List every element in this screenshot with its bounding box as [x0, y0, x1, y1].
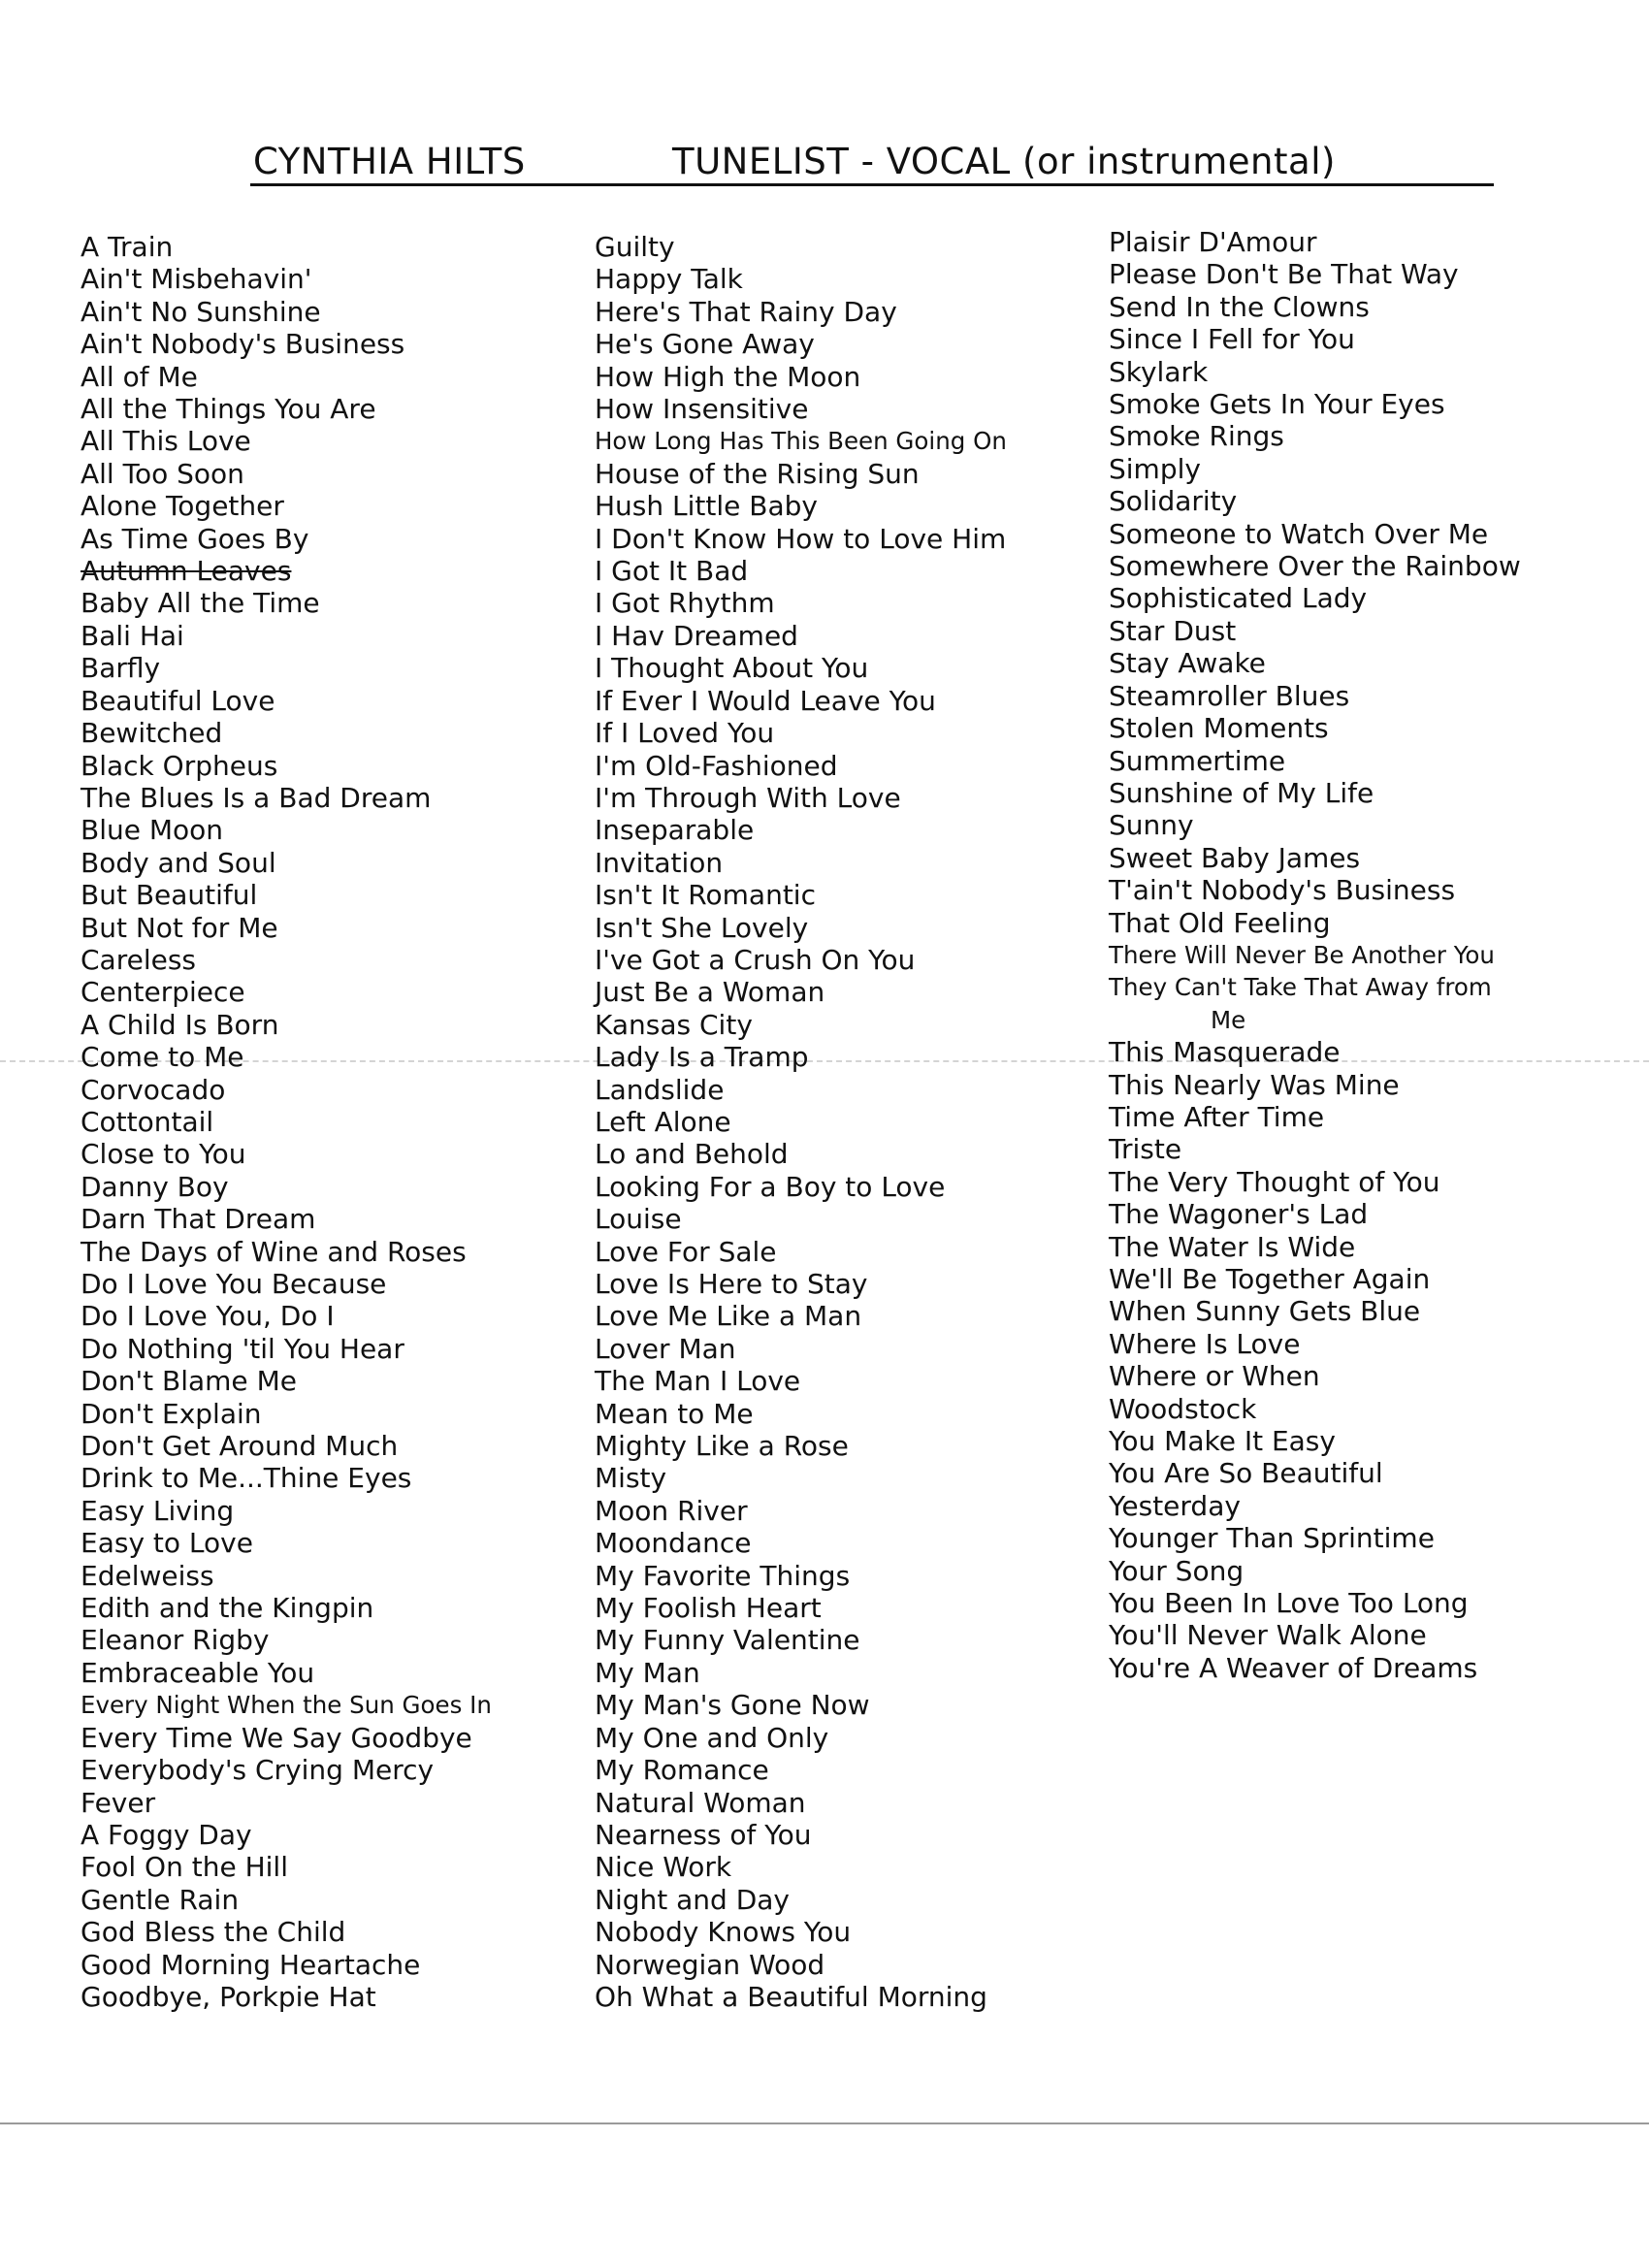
tune-title: Alone Together: [81, 490, 284, 523]
tune-title: Nobody Knows You: [595, 1916, 852, 1949]
tune-title: Blue Moon: [81, 814, 224, 847]
tune-title: Baby All the Time: [81, 587, 320, 620]
tune-title: Natural Woman: [595, 1786, 806, 1819]
tune-title: I Don't Know How to Love Him: [595, 522, 1007, 555]
tune-title: Louise: [595, 1203, 682, 1236]
tune-title: Skylark: [1109, 355, 1209, 388]
tune-title: If I Loved You: [595, 717, 775, 750]
tune-title: Hush Little Baby: [595, 490, 818, 523]
performer-name: CYNTHIA HILTS: [253, 141, 526, 182]
tune-title: Guilty: [595, 231, 675, 263]
tune-title: The Water Is Wide: [1109, 1230, 1356, 1263]
tune-title: My Funny Valentine: [595, 1624, 860, 1657]
tune-title: House of the Rising Sun: [595, 457, 920, 490]
tune-title: You'll Never Walk Alone: [1109, 1619, 1427, 1652]
tune-title: God Bless the Child: [81, 1916, 346, 1949]
tune-title: Where or When: [1109, 1360, 1320, 1393]
tune-title: I've Got a Crush On You: [595, 943, 916, 976]
tune-title: Embraceable You: [81, 1656, 315, 1689]
tune-title: Ain't Nobody's Business: [81, 328, 405, 361]
tune-title: Lady Is a Tramp: [595, 1041, 809, 1074]
tune-title: Inseparable: [595, 814, 755, 847]
tune-title: Nearness of You: [595, 1818, 812, 1851]
tune-title: Easy Living: [81, 1494, 235, 1527]
tune-title: That Old Feeling: [1109, 906, 1331, 939]
tune-title: You're A Weaver of Dreams: [1109, 1651, 1478, 1684]
tune-title: Invitation: [595, 846, 724, 879]
tune-title: The Days of Wine and Roses: [81, 1235, 467, 1268]
tune-title: I'm Old-Fashioned: [595, 749, 838, 782]
tune-title: Edith and the Kingpin: [81, 1592, 374, 1625]
tune-title: The Very Thought of You: [1109, 1165, 1440, 1198]
tune-title: As Time Goes By: [81, 522, 309, 555]
tune-title: Good Morning Heartache: [81, 1948, 421, 1981]
tune-title: Ain't No Sunshine: [81, 295, 321, 328]
tune-title: Goodbye, Porkpie Hat: [81, 1980, 376, 2013]
page-header: [250, 141, 1494, 186]
tune-title: Triste: [1109, 1133, 1182, 1166]
tune-title: A Child Is Born: [81, 1008, 279, 1041]
tune-column-1: [81, 231, 585, 2013]
tune-title: My Man: [595, 1656, 700, 1689]
tune-title: How High the Moon: [595, 360, 861, 393]
tune-title: All the Things You Are: [81, 393, 376, 426]
tune-title: Woodstock: [1109, 1392, 1257, 1425]
tune-title: If Ever I Would Leave You: [595, 684, 936, 717]
tune-title: You Been In Love Too Long: [1109, 1587, 1469, 1620]
tune-title: Happy Talk: [595, 263, 743, 296]
tune-title: Mighty Like a Rose: [595, 1430, 849, 1463]
tune-title: Every Time We Say Goodbye: [81, 1721, 472, 1754]
tune-title: All This Love: [81, 425, 251, 458]
tunelist-title: TUNELIST - VOCAL (or instrumental): [672, 141, 1336, 182]
tune-title: How Long Has This Been Going On: [595, 427, 1007, 456]
tune-title: Ain't Misbehavin': [81, 263, 312, 296]
tune-title: Centerpiece: [81, 976, 245, 1009]
page-bottom-edge: [0, 2122, 1649, 2124]
tune-title: Moon River: [595, 1494, 748, 1527]
tune-title: Smoke Gets In Your Eyes: [1109, 388, 1445, 421]
tune-title: Isn't She Lovely: [595, 911, 809, 944]
tune-title: Easy to Love: [81, 1527, 253, 1560]
tune-title: Night and Day: [595, 1883, 790, 1916]
tune-title: You Make It Easy: [1109, 1425, 1336, 1458]
tune-title: Cottontail: [81, 1105, 214, 1138]
tune-title: I'm Through With Love: [595, 781, 901, 814]
tune-title: Younger Than Sprintime: [1109, 1522, 1435, 1555]
tune-title: Come to Me: [81, 1041, 244, 1074]
tune-title: Stolen Moments: [1109, 712, 1329, 745]
tune-title: My Foolish Heart: [595, 1592, 822, 1625]
tune-title: Do Nothing 'til You Hear: [81, 1332, 404, 1365]
tune-title: Star Dust: [1109, 614, 1237, 647]
tune-title: All Too Soon: [81, 457, 244, 490]
tune-title: We'll Be Together Again: [1109, 1263, 1431, 1295]
tune-title: Send In the Clowns: [1109, 290, 1370, 323]
tune-title: My One and Only: [595, 1721, 829, 1754]
tune-title: Isn't It Romantic: [595, 879, 816, 912]
tune-title: Oh What a Beautiful Morning: [595, 1980, 987, 2013]
tune-title: Bewitched: [81, 717, 223, 750]
tune-title: Danny Boy: [81, 1170, 229, 1203]
tune-title: The Blues Is a Bad Dream: [81, 781, 432, 814]
tune-title: Norwegian Wood: [595, 1948, 825, 1981]
tune-title: Sophisticated Lady: [1109, 582, 1368, 615]
tune-title: The Wagoner's Lad: [1109, 1198, 1369, 1231]
tune-title: Bali Hai: [81, 619, 184, 652]
tune-title: Don't Blame Me: [81, 1365, 297, 1398]
tune-title: He's Gone Away: [595, 328, 815, 361]
tune-title: Don't Get Around Much: [81, 1430, 399, 1463]
tune-title: Every Night When the Sun Goes In: [81, 1691, 492, 1720]
tune-title: You Are So Beautiful: [1109, 1457, 1383, 1490]
tune-title: Just Be a Woman: [595, 976, 825, 1009]
tune-title: Looking For a Boy to Love: [595, 1170, 946, 1203]
tune-title: Solidarity: [1109, 485, 1238, 518]
tune-title: Do I Love You Because: [81, 1268, 387, 1300]
tune-title: Darn That Dream: [81, 1203, 316, 1236]
tune-title: A Foggy Day: [81, 1818, 252, 1851]
tune-title: There Will Never Be Another You: [1109, 940, 1495, 969]
tune-title: Simply: [1109, 452, 1201, 485]
tune-title: Fever: [81, 1786, 156, 1819]
tune-title: Time After Time: [1109, 1100, 1325, 1133]
tune-title: Everybody's Crying Mercy: [81, 1754, 435, 1787]
tune-title: Sunny: [1109, 809, 1194, 842]
tune-title: Nice Work: [595, 1851, 732, 1884]
tune-title: How Insensitive: [595, 393, 809, 426]
tune-title: This Nearly Was Mine: [1109, 1068, 1400, 1101]
tune-title: Close to You: [81, 1138, 246, 1171]
tune-title: Corvocado: [81, 1073, 226, 1106]
tune-title: Love For Sale: [595, 1235, 777, 1268]
tune-title: All of Me: [81, 360, 198, 393]
tune-title: Please Don't Be That Way: [1109, 258, 1459, 291]
tune-title: Beautiful Love: [81, 684, 275, 717]
tune-title: Edelweiss: [81, 1559, 214, 1592]
tune-title: Eleanor Rigby: [81, 1624, 270, 1657]
tune-title: T'ain't Nobody's Business: [1109, 874, 1456, 907]
tune-title: They Can't Take That Away from: [1109, 973, 1492, 1002]
tune-title: Somewhere Over the Rainbow: [1109, 550, 1521, 583]
tune-title: Sunshine of My Life: [1109, 776, 1374, 809]
tune-column-3: [1109, 226, 1613, 1684]
tune-title: Summertime: [1109, 744, 1286, 777]
tune-title: Me: [1211, 1005, 1246, 1034]
tune-title: Sweet Baby James: [1109, 841, 1361, 874]
tune-title: I Got It Bad: [595, 555, 749, 588]
tune-title: I Thought About You: [595, 652, 869, 685]
tune-title: Black Orpheus: [81, 749, 278, 782]
tune-title: Steamroller Blues: [1109, 679, 1350, 712]
tune-title: Don't Explain: [81, 1397, 262, 1430]
tune-title: When Sunny Gets Blue: [1109, 1295, 1421, 1328]
tune-title: The Man I Love: [595, 1365, 801, 1398]
tune-column-2: [595, 231, 1099, 2013]
tune-title: Drink to Me...Thine Eyes: [81, 1462, 412, 1495]
tune-title: Gentle Rain: [81, 1883, 240, 1916]
tune-title: Stay Awake: [1109, 647, 1266, 680]
tune-title: Autumn Leaves: [81, 555, 292, 588]
tune-title: Someone to Watch Over Me: [1109, 517, 1489, 550]
tune-title: Body and Soul: [81, 846, 276, 879]
tune-title: Moondance: [595, 1527, 752, 1560]
tune-title: A Train: [81, 231, 174, 263]
tune-title: But Not for Me: [81, 911, 278, 944]
tune-title: Mean to Me: [595, 1397, 754, 1430]
tune-title: Since I Fell for You: [1109, 323, 1355, 356]
tune-title: Yesterday: [1109, 1489, 1241, 1522]
tune-title: Lo and Behold: [595, 1138, 789, 1171]
tune-title: Your Song: [1109, 1554, 1245, 1587]
tune-title: Lover Man: [595, 1332, 736, 1365]
tune-title: Love Is Here to Stay: [595, 1268, 868, 1300]
tune-title: Landslide: [595, 1073, 725, 1106]
tune-title: Love Me Like a Man: [595, 1300, 862, 1333]
tune-title: But Beautiful: [81, 879, 258, 912]
tune-title: Careless: [81, 943, 197, 976]
tune-title: This Masquerade: [1109, 1036, 1341, 1069]
tune-title: I Hav Dreamed: [595, 619, 798, 652]
tune-title: Plaisir D'Amour: [1109, 226, 1317, 258]
tune-title: Do I Love You, Do I: [81, 1300, 335, 1333]
tune-title: Smoke Rings: [1109, 420, 1284, 453]
tune-title: Barfly: [81, 652, 161, 685]
tune-title: Here's That Rainy Day: [595, 295, 897, 328]
tune-title: My Romance: [595, 1754, 769, 1787]
tune-title: Kansas City: [595, 1008, 753, 1041]
tune-title: Left Alone: [595, 1105, 731, 1138]
tune-title: I Got Rhythm: [595, 587, 775, 620]
tune-title: Where Is Love: [1109, 1327, 1301, 1360]
tune-title: My Favorite Things: [595, 1559, 851, 1592]
tune-title: Fool On the Hill: [81, 1851, 288, 1884]
tune-title: Misty: [595, 1462, 667, 1495]
tune-title: My Man's Gone Now: [595, 1689, 870, 1722]
